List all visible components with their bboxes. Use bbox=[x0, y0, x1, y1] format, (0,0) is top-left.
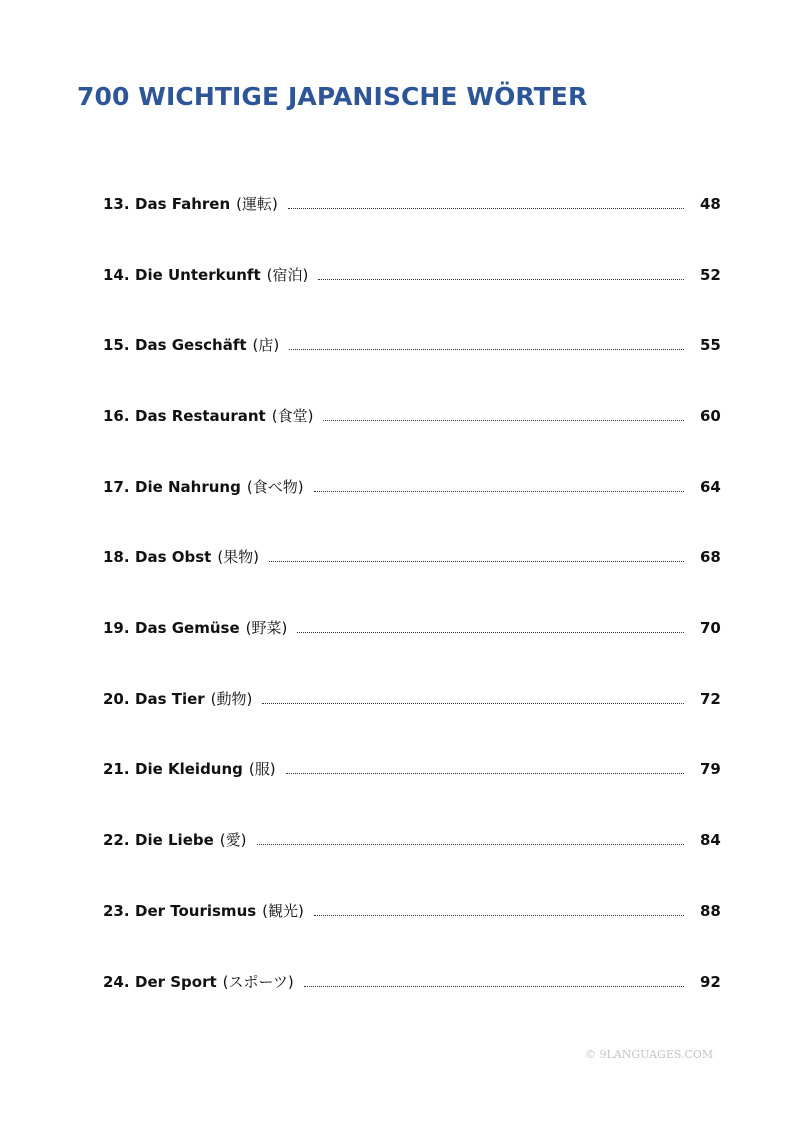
dot-leader bbox=[314, 490, 684, 492]
toc-entry-page: 68 bbox=[700, 548, 721, 566]
toc-entry-number: 19. bbox=[103, 619, 130, 637]
toc-entry-label: Die Unterkunft bbox=[135, 266, 261, 284]
toc-entry-page: 79 bbox=[700, 760, 721, 778]
toc-entry-love[interactable] bbox=[103, 828, 719, 852]
toc-entry-number: 20. bbox=[103, 690, 130, 708]
toc-entry-number: 13. bbox=[103, 195, 130, 213]
toc-entry-label: Das Geschäft bbox=[135, 336, 247, 354]
toc-entry-page: 48 bbox=[700, 195, 721, 213]
dot-leader bbox=[288, 207, 684, 209]
toc-entry-japanese: (食べ物) bbox=[246, 478, 304, 496]
toc-entry-japanese: (店) bbox=[252, 336, 280, 354]
toc-entry-restaurant[interactable] bbox=[103, 404, 719, 428]
toc-entry-number: 18. bbox=[103, 548, 130, 566]
toc-entry-label: Der Tourismus bbox=[135, 902, 257, 920]
toc-entry-page: 52 bbox=[700, 266, 721, 284]
toc-entry-japanese: (果物) bbox=[217, 548, 260, 566]
toc-entry-japanese: (動物) bbox=[210, 690, 253, 708]
toc-entry-japanese: (愛) bbox=[219, 831, 247, 849]
document-title: 700 WICHTIGE JAPANISCHE WÖRTER bbox=[77, 82, 588, 111]
dot-leader bbox=[304, 985, 684, 987]
toc-entry-japanese: (野菜) bbox=[245, 619, 288, 637]
toc-entry-vegetables[interactable] bbox=[103, 616, 719, 640]
toc-entry-japanese: (スポーツ) bbox=[222, 973, 294, 991]
toc-entry-page: 92 bbox=[700, 973, 721, 991]
toc-entry-page: 55 bbox=[700, 336, 721, 354]
toc-entry-number: 17. bbox=[103, 478, 130, 496]
toc-entry-page: 72 bbox=[700, 690, 721, 708]
toc-entry-label: Das Restaurant bbox=[135, 407, 266, 425]
toc-entry-japanese: (運転) bbox=[236, 195, 278, 213]
toc-entry-number: 21. bbox=[103, 760, 130, 778]
toc-entry-number: 23. bbox=[103, 902, 130, 920]
toc-entry-label: Das Fahren bbox=[135, 195, 231, 213]
toc-entry-page: 60 bbox=[700, 407, 721, 425]
dot-leader bbox=[262, 702, 684, 704]
toc-entry-label: Das Tier bbox=[135, 690, 205, 708]
toc-entry-label: Die Liebe bbox=[135, 831, 214, 849]
toc-entry-number: 24. bbox=[103, 973, 130, 991]
dot-leader bbox=[269, 560, 684, 562]
dot-leader bbox=[257, 843, 685, 845]
toc-entry-page: 64 bbox=[700, 478, 721, 496]
toc-entry-japanese: (観光) bbox=[262, 902, 304, 920]
copyright-footer: © 9LANGUAGES.COM bbox=[585, 1048, 714, 1061]
dot-leader bbox=[314, 914, 684, 916]
toc-entry-label: Das Obst bbox=[135, 548, 212, 566]
toc-entry-japanese: (服) bbox=[248, 760, 276, 778]
toc-entry-shop[interactable] bbox=[103, 333, 719, 357]
toc-entry-japanese: (食堂) bbox=[271, 407, 314, 425]
toc-entry-accommodation[interactable] bbox=[103, 263, 719, 287]
dot-leader bbox=[318, 278, 684, 280]
toc-entry-page: 88 bbox=[700, 902, 721, 920]
dot-leader bbox=[297, 631, 684, 633]
toc-entry-driving[interactable] bbox=[103, 192, 719, 216]
toc-entry-page: 84 bbox=[700, 831, 721, 849]
toc-entry-sport[interactable] bbox=[103, 970, 719, 994]
dot-leader bbox=[286, 772, 684, 774]
dot-leader bbox=[289, 348, 684, 350]
toc-entry-label: Die Kleidung bbox=[135, 760, 243, 778]
toc-entry-tourism[interactable] bbox=[103, 899, 719, 923]
toc-entry-number: 15. bbox=[103, 336, 130, 354]
toc-entry-fruit[interactable] bbox=[103, 545, 719, 569]
toc-entry-clothing[interactable] bbox=[103, 757, 719, 781]
toc-entry-number: 16. bbox=[103, 407, 130, 425]
toc-entry-page: 70 bbox=[700, 619, 721, 637]
toc-entry-label: Das Gemüse bbox=[135, 619, 240, 637]
dot-leader bbox=[323, 419, 684, 421]
toc-entry-number: 14. bbox=[103, 266, 130, 284]
toc-entry-animal[interactable] bbox=[103, 687, 719, 711]
toc-entry-food[interactable] bbox=[103, 475, 719, 499]
toc-entry-label: Die Nahrung bbox=[135, 478, 241, 496]
toc-entry-japanese: (宿泊) bbox=[266, 266, 309, 284]
toc-entry-number: 22. bbox=[103, 831, 130, 849]
toc-entry-label: Der Sport bbox=[135, 973, 217, 991]
